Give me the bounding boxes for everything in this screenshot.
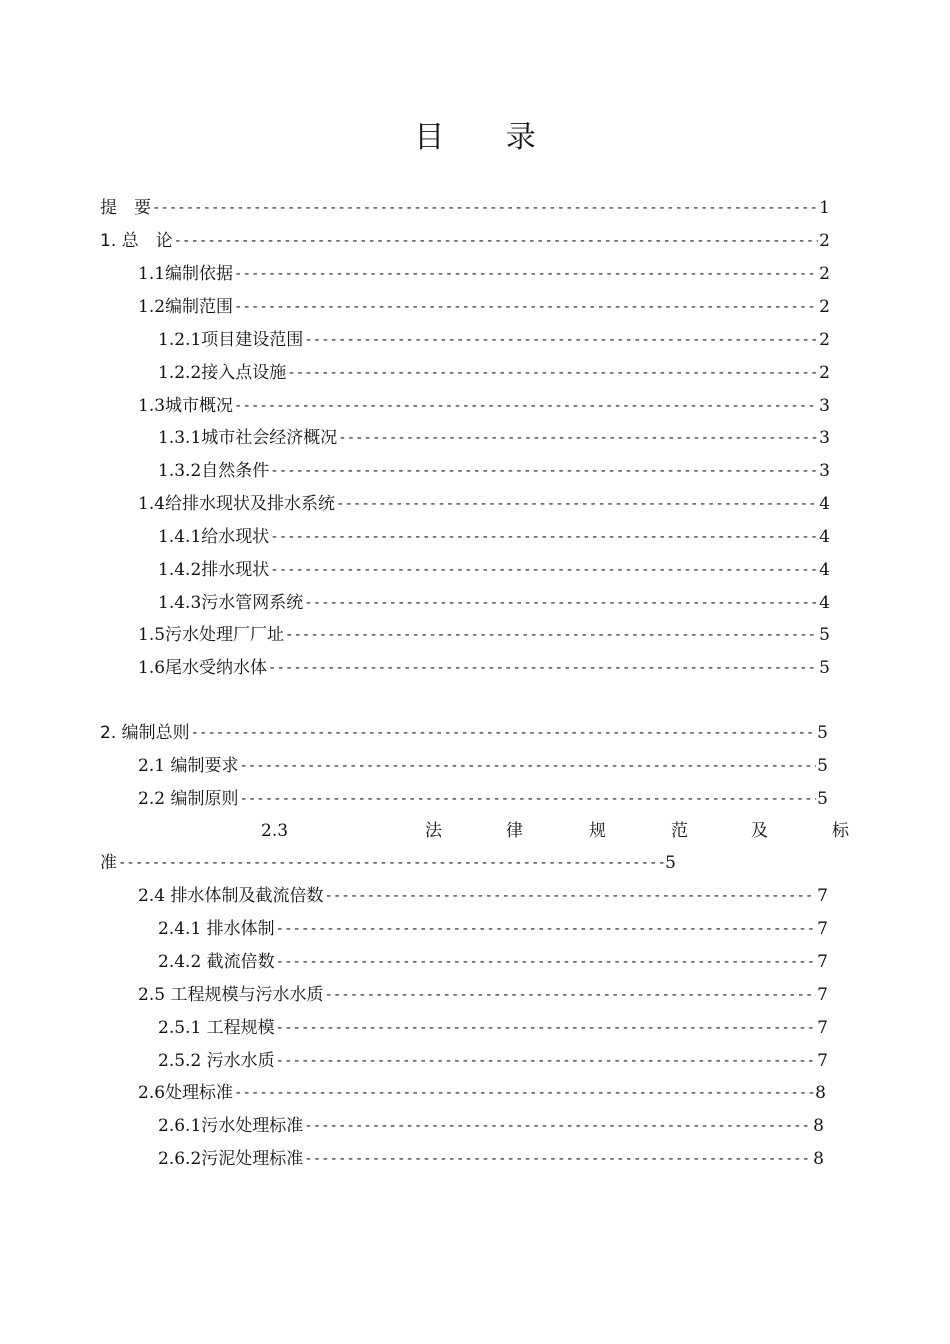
toc-entry[interactable] bbox=[138, 492, 830, 516]
toc-entry[interactable] bbox=[158, 459, 830, 483]
toc-entry-char: 法 bbox=[425, 821, 442, 841]
toc-entry-text: 2.1 编制要求 bbox=[138, 756, 239, 776]
toc-entry-text: 1. 总 论 bbox=[100, 231, 173, 251]
leader-dashes bbox=[191, 721, 817, 745]
toc-entry-text: 1.6尾水受纳水体 bbox=[138, 658, 268, 678]
toc-page-number: 4 bbox=[819, 560, 830, 580]
leader-dashes bbox=[287, 361, 818, 385]
toc-entry[interactable] bbox=[158, 917, 828, 941]
toc-entry[interactable] bbox=[138, 262, 830, 286]
leader-dashes bbox=[234, 394, 818, 418]
toc-entry-text: 2. 编制总则 bbox=[100, 723, 190, 743]
leader-dashes bbox=[304, 328, 818, 352]
toc-entry[interactable] bbox=[138, 1081, 826, 1105]
toc-page-number: 5 bbox=[817, 789, 828, 809]
leader-dashes bbox=[239, 787, 816, 811]
toc-entry[interactable] bbox=[100, 196, 830, 220]
toc-entry-text: 1.2编制范围 bbox=[138, 297, 234, 317]
toc-entry[interactable] bbox=[138, 884, 828, 908]
toc-entry[interactable] bbox=[138, 623, 830, 647]
toc-entry[interactable] bbox=[158, 1016, 828, 1040]
leader-dashes bbox=[276, 917, 817, 941]
toc-page-number: 4 bbox=[819, 494, 830, 514]
leader-dashes bbox=[270, 558, 818, 582]
toc-page-number: 7 bbox=[817, 919, 828, 939]
toc-entry[interactable] bbox=[138, 983, 828, 1007]
toc-entry-2-3-line2[interactable] bbox=[100, 851, 676, 875]
toc-entry-text: 1.2.2接入点设施 bbox=[158, 363, 287, 383]
toc-page-number: 7 bbox=[817, 952, 828, 972]
toc-page-number: 7 bbox=[817, 1018, 828, 1038]
toc-entry[interactable] bbox=[138, 754, 828, 778]
leader-dashes bbox=[152, 196, 818, 220]
toc-entry[interactable] bbox=[158, 1049, 828, 1073]
toc-entry[interactable] bbox=[138, 394, 830, 418]
leader-dashes bbox=[304, 1114, 812, 1138]
toc-page-number: 5 bbox=[819, 658, 830, 678]
toc-page-number: 5 bbox=[665, 853, 676, 873]
toc-entry[interactable] bbox=[158, 1114, 824, 1138]
toc-entry-number: 2.3 bbox=[261, 821, 289, 841]
leader-dashes bbox=[304, 591, 818, 615]
leader-dashes bbox=[304, 1147, 812, 1171]
toc-page-number: 5 bbox=[817, 756, 828, 776]
toc-entry[interactable] bbox=[158, 1147, 824, 1171]
leader-dashes bbox=[324, 884, 816, 908]
toc-entry-text: 1.4.1给水现状 bbox=[158, 527, 270, 547]
toc-page-number: 2 bbox=[819, 297, 830, 317]
toc-entry-char: 范 bbox=[671, 821, 688, 841]
toc-entry[interactable] bbox=[158, 361, 830, 385]
leader-dashes bbox=[234, 262, 818, 286]
leader-dashes bbox=[268, 656, 818, 680]
toc-page-number: 3 bbox=[819, 428, 830, 448]
toc-entry[interactable] bbox=[138, 787, 828, 811]
leader-dashes bbox=[118, 851, 664, 875]
leader-dashes bbox=[270, 525, 818, 549]
toc-entry-text: 2.4.2 截流倍数 bbox=[158, 952, 275, 972]
toc-page-number: 7 bbox=[817, 985, 828, 1005]
leader-dashes bbox=[239, 754, 816, 778]
toc-page-number: 8 bbox=[813, 1116, 824, 1136]
leader-dashes bbox=[276, 950, 817, 974]
leader-dashes bbox=[285, 623, 818, 647]
toc-entry-char: 规 bbox=[589, 821, 606, 841]
toc-entry-text: 2.6.1污水处理标准 bbox=[158, 1116, 304, 1136]
toc-entry[interactable] bbox=[158, 558, 830, 582]
toc-entry-text: 2.6.2污泥处理标准 bbox=[158, 1149, 304, 1169]
leader-dashes bbox=[174, 229, 819, 253]
toc-entry[interactable] bbox=[158, 525, 830, 549]
toc-entry-char: 律 bbox=[506, 821, 523, 841]
toc-entry-text: 1.1编制依据 bbox=[138, 264, 234, 284]
toc-entry-text: 2.2 编制原则 bbox=[138, 789, 239, 809]
toc-entry-text: 1.4给排水现状及排水系统 bbox=[138, 494, 336, 514]
toc-entry-text: 2.4 排水体制及截流倍数 bbox=[138, 886, 324, 906]
toc-entry-text: 1.5污水处理厂厂址 bbox=[138, 625, 285, 645]
toc-entry-text: 2.5 工程规模与污水水质 bbox=[138, 985, 324, 1005]
toc-entry-char: 标 bbox=[832, 821, 849, 841]
toc-page-number: 7 bbox=[817, 1051, 828, 1071]
leader-dashes bbox=[336, 492, 818, 516]
toc-entry-text: 1.4.2排水现状 bbox=[158, 560, 270, 580]
toc-entry-text: 2.6处理标准 bbox=[138, 1083, 234, 1103]
toc-page-number: 4 bbox=[819, 527, 830, 547]
toc-entry[interactable] bbox=[100, 229, 830, 253]
toc-entry[interactable] bbox=[158, 950, 828, 974]
leader-dashes bbox=[324, 983, 816, 1007]
toc-entry-2-3-line1[interactable] bbox=[100, 818, 852, 844]
toc-entry[interactable] bbox=[158, 426, 830, 450]
leader-dashes bbox=[276, 1049, 817, 1073]
toc-entry[interactable] bbox=[100, 721, 828, 745]
toc-page-number: 2 bbox=[819, 363, 830, 383]
toc-entry-text: 2.5.1 工程规模 bbox=[158, 1018, 275, 1038]
toc-entry[interactable] bbox=[158, 591, 830, 615]
toc-entry-text: 2.4.1 排水体制 bbox=[158, 919, 275, 939]
toc-entry-text: 1.3.2自然条件 bbox=[158, 461, 270, 481]
toc-entry-char: 及 bbox=[751, 821, 768, 841]
leader-dashes bbox=[270, 459, 818, 483]
leader-dashes bbox=[338, 426, 818, 450]
toc-page-number: 8 bbox=[815, 1083, 826, 1103]
toc-page-number: 2 bbox=[819, 231, 830, 251]
leader-dashes bbox=[234, 1081, 814, 1105]
toc-entry-text: 提 要 bbox=[100, 198, 151, 218]
toc-entry[interactable] bbox=[158, 328, 830, 352]
leader-dashes bbox=[234, 295, 818, 319]
toc-entry-text: 1.2.1项目建设范围 bbox=[158, 330, 304, 350]
page-title: 目 录 bbox=[414, 120, 562, 155]
toc-entry-text: 1.4.3污水管网系统 bbox=[158, 593, 304, 613]
toc-entry-text: 2.5.2 污水水质 bbox=[158, 1051, 275, 1071]
leader-dashes bbox=[276, 1016, 817, 1040]
toc-page-number: 4 bbox=[819, 593, 830, 613]
toc-page-number: 5 bbox=[817, 723, 828, 743]
toc-page-number: 2 bbox=[819, 264, 830, 284]
toc-entry-text: 1.3城市概况 bbox=[138, 396, 234, 416]
toc-page-number: 8 bbox=[813, 1149, 824, 1169]
toc-page-number: 7 bbox=[817, 886, 828, 906]
toc-page-number: 5 bbox=[819, 625, 830, 645]
toc-page-number: 3 bbox=[819, 396, 830, 416]
toc-page-number: 3 bbox=[819, 461, 830, 481]
toc-entry-text: 准 bbox=[100, 853, 117, 873]
toc-entry[interactable] bbox=[138, 656, 830, 680]
toc-entry[interactable] bbox=[138, 295, 830, 319]
toc-page-number: 1 bbox=[819, 198, 830, 218]
toc-page-number: 2 bbox=[819, 330, 830, 350]
toc-entry-text: 1.3.1城市社会经济概况 bbox=[158, 428, 338, 448]
